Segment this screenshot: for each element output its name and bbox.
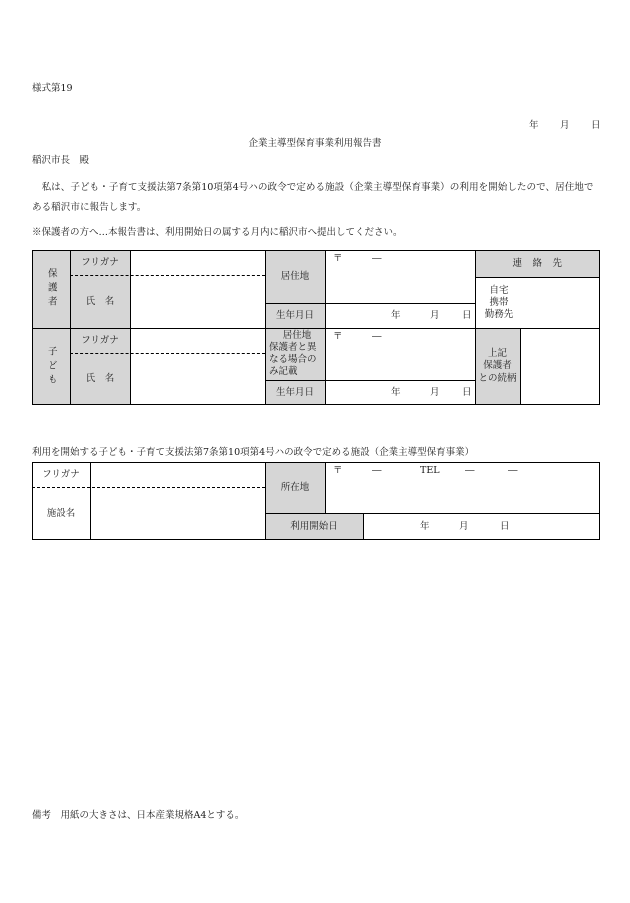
dob-month-label: 月 [430, 387, 440, 398]
table-border [32, 462, 600, 540]
column-divider [265, 462, 266, 540]
row-divider [32, 328, 600, 329]
start-day-label: 日 [500, 521, 510, 532]
intro-line-1: 私は、子ども・子育て支援法第7条第10項第4号ハの政令で定める施設（企業主導型保育事業）の利用を開始したので、居住地で [32, 182, 594, 193]
child-address-label-line: 保護者と異 [269, 342, 317, 353]
guardian-furigana-label: フリガナ [70, 250, 130, 275]
guardian-dob-label: 生年月日 [265, 303, 325, 328]
row-divider [265, 513, 600, 514]
addressee: 稲沢市長 殿 [32, 155, 90, 166]
page-title: 企業主導型保育事業利用報告書 [248, 138, 382, 149]
row-divider [265, 303, 475, 304]
contact-type-work: 勤務先 [484, 309, 514, 320]
submission-date-line[interactable] [520, 120, 600, 132]
relation-label-line: 上記 [487, 347, 507, 359]
child-address-label-line: なる場合の [269, 354, 317, 365]
dob-day-label: 日 [462, 310, 472, 321]
guardian-section-text: 保護者 [45, 268, 57, 310]
column-divider [520, 328, 521, 405]
intro-line-2: ある稲沢市に報告します。 [32, 202, 147, 213]
contact-type-mobile: 携帯 [489, 297, 509, 308]
start-month-label: 月 [459, 521, 469, 532]
postal-mark: 〒 [333, 331, 343, 342]
facility-address-label: 所在地 [265, 462, 325, 513]
postal-dash: ― [372, 253, 382, 264]
guardian-address-label: 居住地 [265, 250, 325, 303]
tel-label: TEL [420, 465, 440, 476]
dob-day-label: 日 [462, 387, 472, 398]
dob-year-label: 年 [391, 387, 401, 398]
dashed-divider [70, 275, 265, 276]
guardian-notice: ※保護者の方へ…本報告書は、利用開始日の属する月内に稲沢市へ提出してください。 [32, 227, 403, 238]
tel-dash: ― [508, 465, 518, 476]
child-dob-label: 生年月日 [265, 380, 325, 405]
postal-dash: ― [372, 465, 382, 476]
form-number: 様式第19 [32, 83, 73, 94]
date-year-label: 年 [529, 120, 539, 131]
guardian-child-table [32, 250, 600, 405]
dashed-divider [70, 353, 265, 354]
relation-label-line: との続柄 [478, 372, 517, 384]
column-divider [90, 462, 91, 540]
child-name-label: 氏 名 [70, 353, 130, 405]
dob-month-label: 月 [430, 310, 440, 321]
child-section-text: 子ども [45, 345, 57, 388]
facility-furigana-label: フリガナ [32, 462, 90, 487]
relation-label-line: 保護者 [483, 360, 512, 372]
dashed-divider [32, 487, 265, 488]
row-divider [265, 380, 475, 381]
child-address-label-line: み記載 [269, 366, 298, 377]
dob-year-label: 年 [391, 310, 401, 321]
column-divider [363, 513, 364, 540]
column-divider [325, 462, 326, 513]
child-address-label-line: 居住地 [282, 330, 312, 341]
date-day-label: 日 [591, 120, 601, 131]
start-date-label: 利用開始日 [265, 513, 363, 540]
facility-table [32, 462, 600, 540]
remarks: 備考 用紙の大きさは、日本産業規格A4とする。 [32, 810, 245, 821]
guardian-name-label: 氏 名 [70, 275, 130, 328]
postal-mark: 〒 [333, 253, 343, 264]
date-month-label: 月 [560, 120, 570, 131]
postal-mark: 〒 [333, 465, 343, 476]
facility-caption: 利用を開始する子ども・子育て支援法第7条第10項第4号ハの政令で定める施設（企業主導型保育事業） [32, 447, 475, 458]
tel-dash: ― [465, 465, 475, 476]
contact-header: 連 絡 先 [475, 250, 600, 277]
facility-name-label: 施設名 [32, 487, 90, 540]
contact-type-home: 自宅 [489, 285, 509, 296]
start-year-label: 年 [420, 521, 430, 532]
postal-dash: ― [372, 331, 382, 342]
child-furigana-label: フリガナ [70, 328, 130, 353]
row-divider [475, 277, 600, 278]
